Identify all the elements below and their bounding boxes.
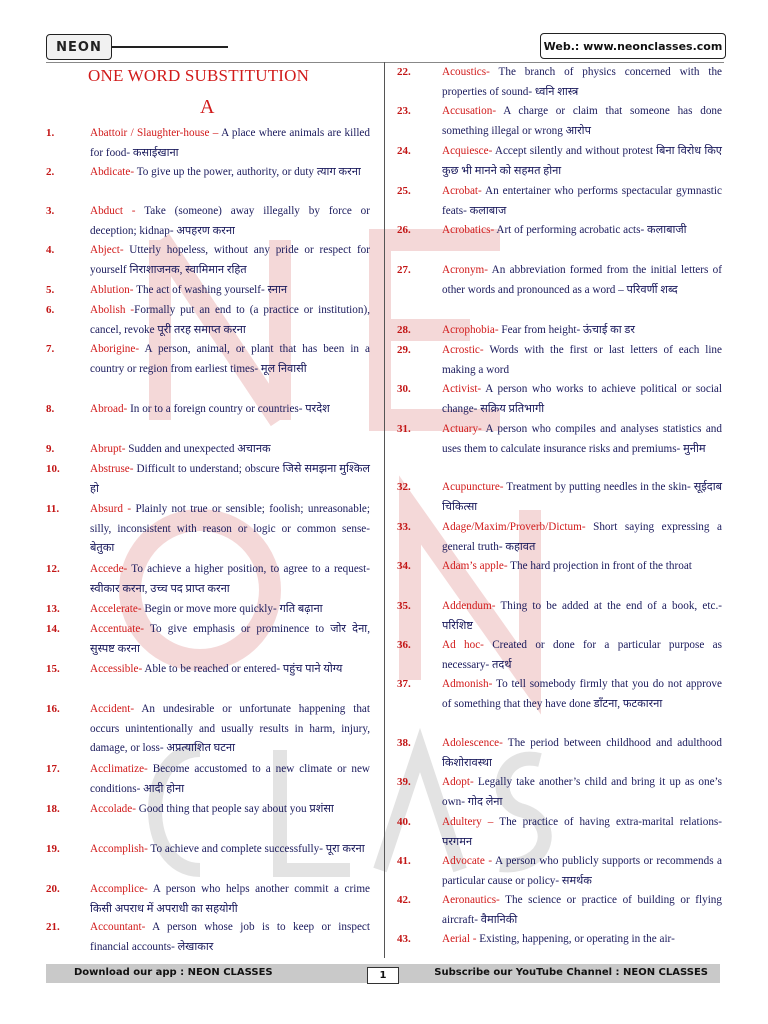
entry-text <box>90 202 370 241</box>
entry-number: 21. <box>46 921 60 933</box>
entry-text <box>442 102 722 141</box>
entry-text <box>442 557 722 577</box>
neon-logo: NEON <box>46 34 112 60</box>
entry-definition: The period between childhood and adulthood किशोरावस्था <box>442 737 722 769</box>
entry-term: Abolish - <box>90 304 135 316</box>
entry-term: Abroad- <box>90 403 128 415</box>
entry-number: 39. <box>397 776 411 788</box>
entry-number: 11. <box>46 503 60 515</box>
entry-text <box>442 734 722 773</box>
entry-definition: Thing to be added at the end of a book, etc.- परिशिष्ट <box>442 600 722 632</box>
entry-term: Accolade- <box>90 803 136 815</box>
entry-definition: Fear from height- ऊंचाई का डर <box>498 324 635 336</box>
entry-definition: Formally put an end to (a practice or institution), cancel, revoke पूरी तरह समाप्त करना <box>90 304 370 336</box>
entry-term: Ad hoc- <box>442 639 484 651</box>
entry-number: 38. <box>397 737 411 749</box>
entry-definition: Able to be reached or entered- पहुंच पाने योग्य <box>142 663 343 675</box>
entry-definition: In or to a foreign country or countries- परदेश <box>127 403 330 415</box>
entry-definition: The practice of having extra-marital relations- परगमन <box>442 816 722 848</box>
entry-term: Addendum- <box>442 600 496 612</box>
header-rule <box>110 46 228 48</box>
entry-definition: A person who works to achieve political or social change- सक्रिय प्रतिभागी <box>442 383 722 415</box>
entry-text <box>90 241 370 280</box>
entry-text <box>442 852 722 891</box>
entry-number: 33. <box>397 521 411 533</box>
entry-text <box>442 63 722 102</box>
footer-youtube-text[interactable]: Subscribe our YouTube Channel : NEON CLASSES <box>434 967 708 978</box>
entry-term: Aeronautics- <box>442 894 500 906</box>
entry-definition: To achieve a higher position, to agree to a request- स्वीकार करना, उच्च पद प्राप्त करना <box>90 563 370 595</box>
entry-definition: To give up the power, authority, or duty त्याग करना <box>134 166 361 178</box>
entry-text <box>90 800 370 820</box>
page-title: ONE WORD SUBSTITUTION <box>88 66 310 85</box>
entry-definition: Become accustomed to a new climate or new conditions- आदी होना <box>90 763 370 795</box>
entry-text <box>90 560 370 599</box>
entry-definition: Existing, happening, or operating in the air- <box>476 933 675 945</box>
entry-term: Acronym- <box>442 264 488 276</box>
entry-number: 27. <box>397 264 411 276</box>
entry-number: 20. <box>46 883 60 895</box>
entry-text <box>90 500 370 559</box>
entry-term: Accede- <box>90 563 128 575</box>
entry-text <box>442 773 722 812</box>
entry-text <box>90 400 370 420</box>
entry-term: Adopt- <box>442 776 474 788</box>
entry-number: 15. <box>46 663 60 675</box>
entry-text <box>442 930 722 950</box>
entry-number: 32. <box>397 481 411 493</box>
entry-text <box>442 380 722 419</box>
entry-definition: An abbreviation formed from the initial letters of other words and pronounced as a word – परिवर्णी शब्द <box>442 264 722 296</box>
entry-definition: A charge or claim that someone has done something illegal or wrong आरोप <box>442 105 722 137</box>
entry-number: 18. <box>46 803 60 815</box>
entry-definition: The science or practice of building or flying aircraft- वैमानिकी <box>442 894 722 926</box>
entry-term: Acquiesce- <box>442 145 493 157</box>
entry-text <box>90 281 370 301</box>
column-divider <box>384 62 385 958</box>
entry-number: 8. <box>46 403 55 415</box>
entry-definition: To tell somebody firmly that you do not approve of something that they have done डाँटना, फटकारना <box>442 678 722 710</box>
entry-term: Advocate - <box>442 855 493 867</box>
entry-text <box>442 813 722 852</box>
entry-number: 43. <box>397 933 411 945</box>
entry-text <box>442 221 722 241</box>
entry-text <box>90 460 370 499</box>
entry-term: Adultery – <box>442 816 494 828</box>
entry-number: 26. <box>397 224 411 236</box>
entry-definition: Words with the first or last letters of each line making a word <box>442 344 722 376</box>
entry-term: Acrobat- <box>442 185 482 197</box>
entry-definition: Utterly hopeless, without any pride or respect for yourself निराशाजनक, स्वामिमान रहित <box>90 244 370 276</box>
entry-term: Actuary- <box>442 423 482 435</box>
footer-app-text[interactable]: Download our app : NEON CLASSES <box>74 967 273 978</box>
entry-term: Admonish- <box>442 678 493 690</box>
entry-text <box>90 918 370 957</box>
entry-number: 22. <box>397 66 411 78</box>
entry-text <box>90 163 370 183</box>
entry-text <box>442 675 722 714</box>
entry-text <box>90 700 370 759</box>
entry-definition: Treatment by putting needles in the skin- सूईदाब चिकित्सा <box>442 481 722 513</box>
entry-number: 35. <box>397 600 411 612</box>
entry-number: 40. <box>397 816 411 828</box>
entry-number: 2. <box>46 166 55 178</box>
entry-text <box>442 321 722 341</box>
entry-definition: The act of washing yourself- स्नान <box>133 284 288 296</box>
entry-number: 37. <box>397 678 411 690</box>
entry-text <box>442 597 722 636</box>
entry-number: 6. <box>46 304 55 316</box>
entry-text <box>442 636 722 675</box>
entry-text <box>90 620 370 659</box>
entry-number: 10. <box>46 463 60 475</box>
entry-term: Abject- <box>90 244 124 256</box>
entry-number: 14. <box>46 623 60 635</box>
entry-number: 16. <box>46 703 60 715</box>
entry-term: Abrupt- <box>90 443 126 455</box>
entry-term: Abdicate- <box>90 166 135 178</box>
entry-definition: To give emphasis or prominence to जोर देना, सुस्पष्ट करना <box>90 623 370 655</box>
entry-term: Activist- <box>442 383 482 395</box>
entry-definition: To achieve and complete successfully- पूरा करना <box>147 843 365 855</box>
entry-text <box>90 880 370 919</box>
entry-number: 4. <box>46 244 55 256</box>
entry-term: Acoustics- <box>442 66 490 78</box>
entry-text <box>442 261 722 300</box>
entry-term: Aerial - <box>442 933 477 945</box>
entry-term: Accountant- <box>90 921 146 933</box>
entry-text <box>90 440 370 460</box>
entry-term: Accelerate- <box>90 603 142 615</box>
entry-number: 42. <box>397 894 411 906</box>
entry-definition: The branch of physics concerned with the properties of sound- ध्वनि शास्त्र <box>442 66 722 98</box>
entry-number: 41. <box>397 855 411 867</box>
entry-number: 1. <box>46 127 55 139</box>
entry-definition: A person, animal, or plant that has been in a country or region from earliest times- मूल निवासी <box>90 343 370 375</box>
entry-number: 23. <box>397 105 411 117</box>
entry-text <box>90 840 370 860</box>
entry-number: 34. <box>397 560 411 572</box>
entry-text <box>90 301 370 340</box>
entry-number: 5. <box>46 284 55 296</box>
entry-definition: Legally take another’s child and bring it up as one’s own- गोद लेना <box>442 776 722 808</box>
entry-term: Accusation- <box>442 105 497 117</box>
entry-text <box>442 518 722 557</box>
entry-definition: Good thing that people say about you प्रशंसा <box>135 803 334 815</box>
entry-definition: Take (someone) away illegally by force or deception; kidnap- अपहरण करना <box>90 205 370 237</box>
entry-term: Adolescence- <box>442 737 503 749</box>
entry-definition: Short saying expressing a general truth- कहावत <box>442 521 722 553</box>
entry-text <box>442 478 722 517</box>
entry-number: 28. <box>397 324 411 336</box>
entry-term: Acrophobia- <box>442 324 499 336</box>
entry-term: Abattoir / Slaughter-house – <box>90 127 219 139</box>
entry-number: 7. <box>46 343 55 355</box>
entry-term: Abduct - <box>90 205 136 217</box>
entry-definition: A person who publicly supports or recommends a particular cause or policy- समर्थक <box>442 855 723 887</box>
entry-definition: A place where animals are killed for food- कसाईखाना <box>90 127 370 159</box>
entry-term: Acupuncture- <box>442 481 504 493</box>
entry-number: 29. <box>397 344 411 356</box>
entry-number: 12. <box>46 563 60 575</box>
entry-term: Accessible- <box>90 663 143 675</box>
entry-term: Acclimatize- <box>90 763 148 775</box>
entry-number: 17. <box>46 763 60 775</box>
entry-definition: Art of performing acrobatic acts- कलाबाजी <box>494 224 687 236</box>
entry-definition: Created or done for a particular purpose as necessary- तदर्थ <box>442 639 722 671</box>
entry-number: 24. <box>397 145 411 157</box>
entry-text <box>442 182 722 221</box>
entry-text <box>442 420 722 459</box>
entry-term: Accident- <box>90 703 135 715</box>
entry-definition: A person who helps another commit a crime किसी अपराध में अपराधी का सहयोगी <box>90 883 370 915</box>
entry-text <box>90 124 370 163</box>
entry-term: Ablution- <box>90 284 134 296</box>
entry-term: Absurd - <box>90 503 132 515</box>
entry-definition: Plainly not true or sensible; foolish; unreasonable; silly, inconsistent with reason or logic or common sense- बेतुका <box>90 503 370 555</box>
entry-number: 25. <box>397 185 411 197</box>
entry-number: 19. <box>46 843 60 855</box>
entry-number: 9. <box>46 443 55 455</box>
page-number: 1 <box>367 967 399 984</box>
entry-term: Acrobatics- <box>442 224 495 236</box>
entry-term: Adage/Maxim/Proverb/Dictum- <box>442 521 586 533</box>
entry-number: 36. <box>397 639 411 651</box>
entry-text <box>90 660 370 680</box>
entry-term: Accentuate- <box>90 623 145 635</box>
entry-text <box>90 760 370 799</box>
entry-definition: Difficult to understand; obscure जिसे समझना मुश्किल हो <box>90 463 370 495</box>
entry-definition: Accept silently and without protest बिना विरोध किए कुछ भी मानने को सहमत होना <box>442 145 722 177</box>
entry-definition: Sudden and unexpected अचानक <box>125 443 271 455</box>
entry-term: Aborigine- <box>90 343 140 355</box>
entry-text <box>90 340 370 379</box>
entry-text <box>442 142 722 181</box>
entry-definition: An entertainer who performs spectacular gymnastic feats- कलाबाज <box>442 185 722 217</box>
entry-number: 3. <box>46 205 55 217</box>
entry-term: Abstruse- <box>90 463 134 475</box>
entry-text <box>90 600 370 620</box>
entry-definition: A person whose job is to keep or inspect financial accounts- लेखाकार <box>90 921 370 953</box>
entry-text <box>442 341 722 380</box>
entry-definition: The hard projection in front of the throat <box>507 560 692 572</box>
entry-definition: An undesirable or unfortunate happening that occurs unintentionally and usually results in harm, injury, damage, or loss- अप्रत्याशित घटना <box>90 703 370 755</box>
entry-text <box>442 891 722 930</box>
entry-number: 31. <box>397 423 411 435</box>
section-letter: A <box>200 96 215 118</box>
entry-definition: A person who compiles and analyses statistics and uses them to calculate insurance risks and premiums- मुनीम <box>442 423 722 455</box>
entry-term: Adam’s apple- <box>442 560 508 572</box>
entry-term: Accomplice- <box>90 883 148 895</box>
entry-term: Accomplish- <box>90 843 148 855</box>
entry-term: Acrostic- <box>442 344 484 356</box>
entry-number: 30. <box>397 383 411 395</box>
footer-bar <box>46 964 720 983</box>
entry-number: 13. <box>46 603 60 615</box>
entry-definition: Begin or move more quickly- गति बढ़ाना <box>141 603 323 615</box>
website-label[interactable]: Web.: www.neonclasses.com <box>540 33 726 59</box>
